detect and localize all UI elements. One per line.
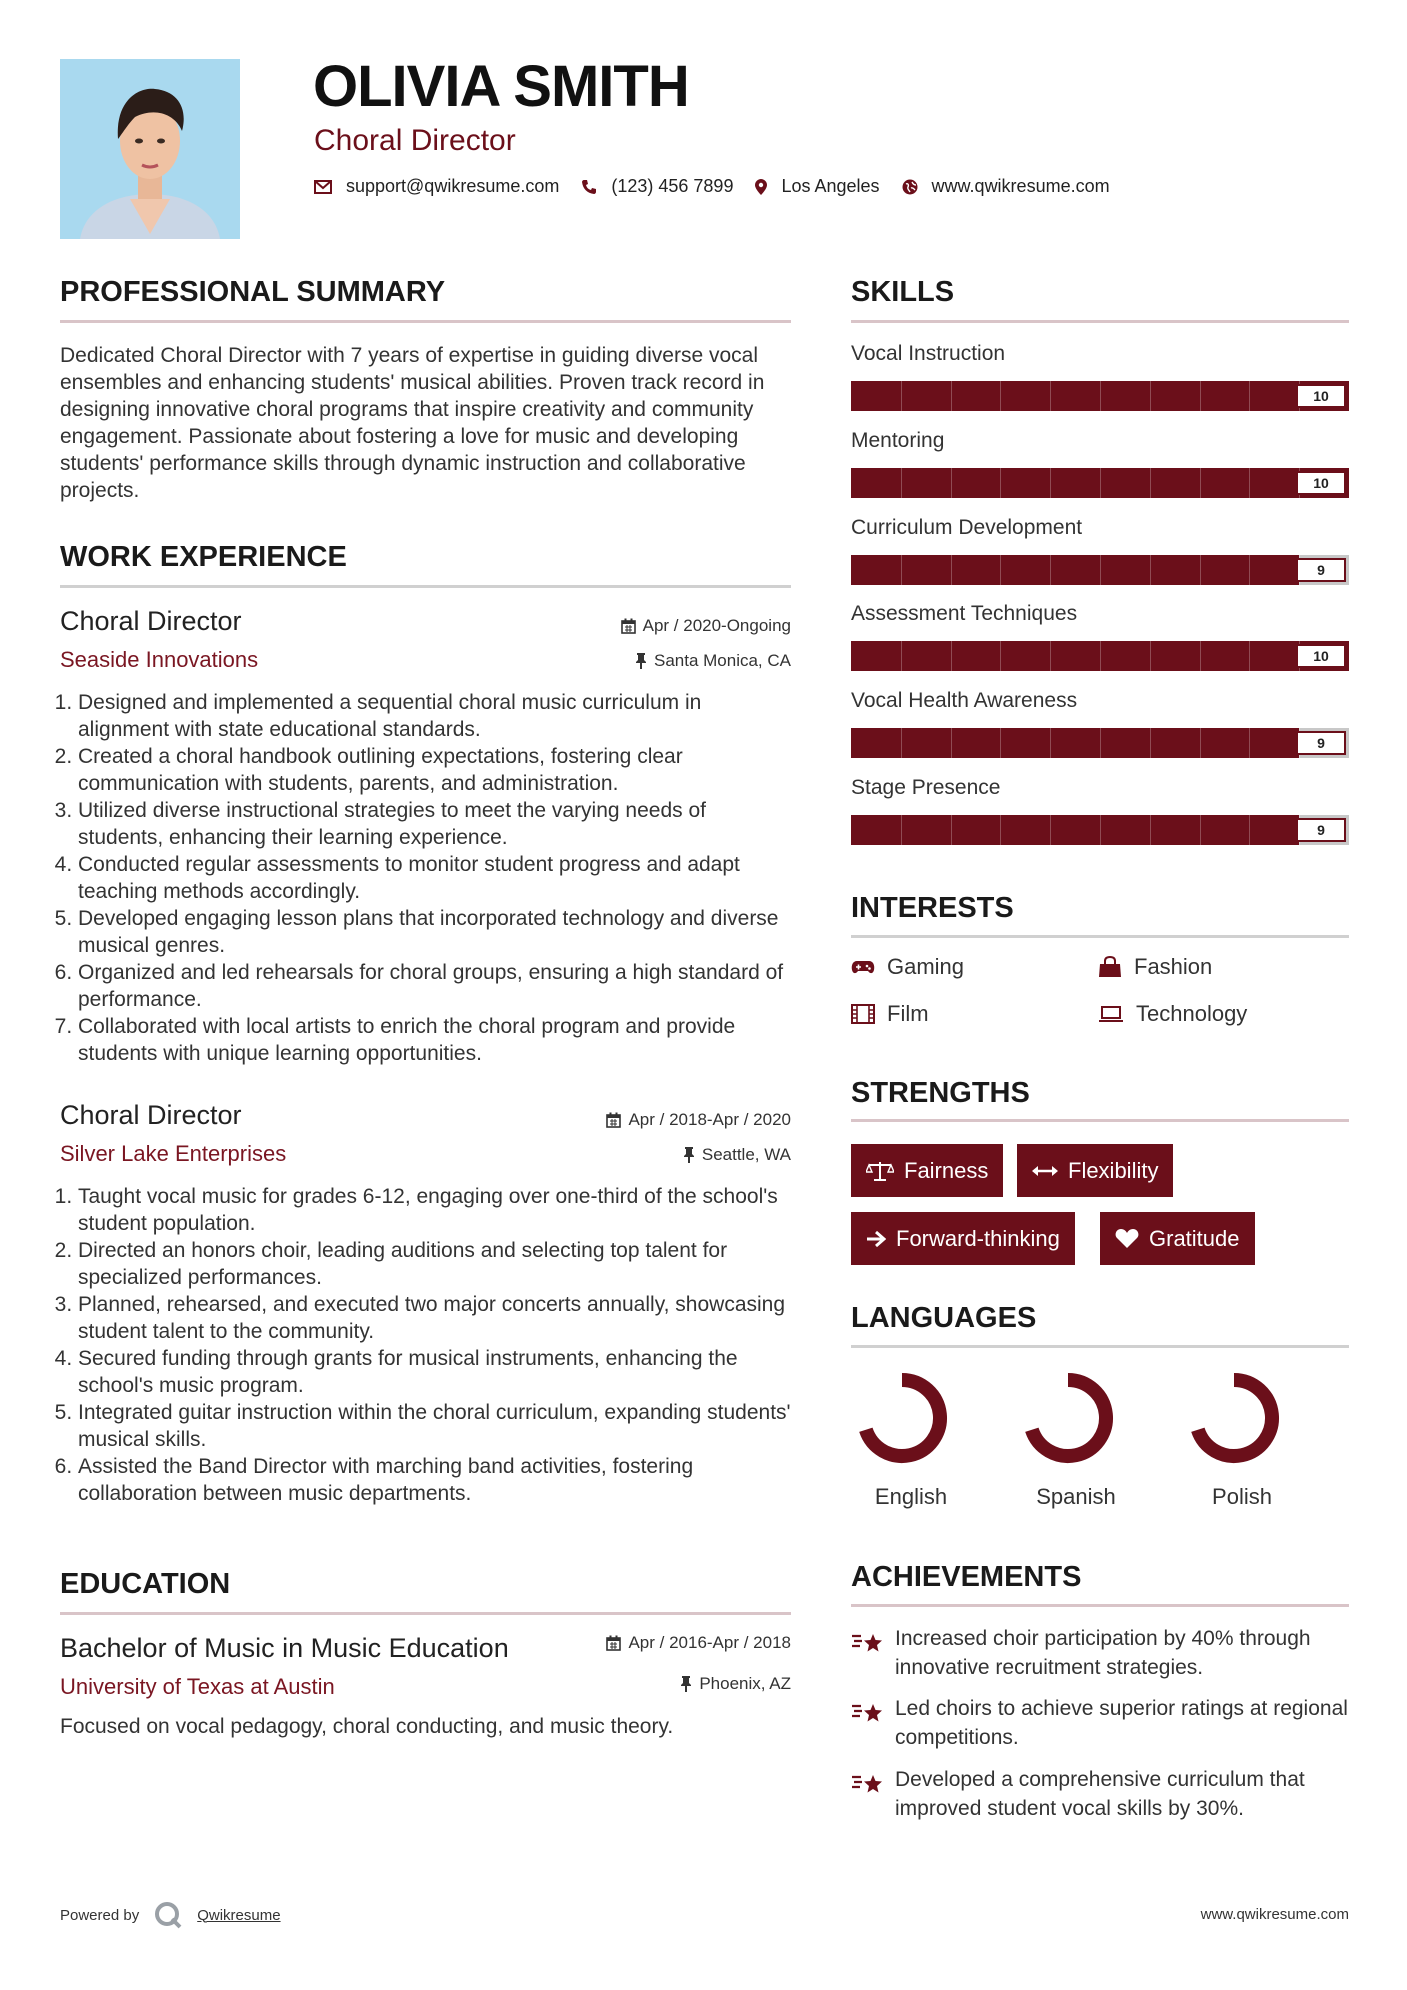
list-item: 1. Taught vocal music for grades 6-12, engaging over one-third of the school's student population. <box>78 1183 791 1237</box>
skill-bar <box>851 815 1349 845</box>
skill-score: 10 <box>1296 384 1346 408</box>
skill-bar-segment <box>951 815 952 845</box>
job-title: Choral Director <box>60 606 242 636</box>
skill-bar-fill <box>851 728 1299 758</box>
footer-site-link[interactable]: www.qwikresume.com <box>1200 1906 1349 1923</box>
skill-label: Vocal Health Awareness <box>851 689 1078 712</box>
job-location: Santa Monica, CA <box>635 651 791 671</box>
education-description: Focused on vocal pedagogy, choral conducting, and music theory. <box>60 1715 674 1738</box>
language-ring-arc <box>866 1380 940 1456</box>
skill-bar-segment <box>1050 815 1051 845</box>
candidate-name: OLIVIA SMITH <box>313 54 689 119</box>
skill-bar-segment <box>1150 381 1151 411</box>
skill-bar-segment <box>1200 381 1201 411</box>
list-item: 2. Created a choral handbook outlining expectations, fostering clear communication with students, parents, and administration. <box>78 743 791 797</box>
qwikresume-logo-icon <box>153 1900 183 1930</box>
skill-bar-segment <box>1100 815 1101 845</box>
list-item: 3. Planned, rehearsed, and executed two major concerts annually, showcasing student talent to the community. <box>78 1291 791 1345</box>
skill-bar <box>851 468 1349 498</box>
contact-website[interactable] <box>902 176 1110 197</box>
map-pin-icon <box>755 179 767 195</box>
experience-divider <box>60 585 791 588</box>
gamepad-icon <box>851 959 875 975</box>
calendar-icon <box>621 618 636 634</box>
skill-score: 10 <box>1296 471 1346 495</box>
skill-bar-segment <box>1200 815 1201 845</box>
interests-heading: INTERESTS <box>851 892 1014 924</box>
list-item: 6. Organized and led rehearsals for choral groups, ensuring a high standard of performance. <box>78 959 791 1013</box>
language-ring-arc <box>1198 1380 1272 1456</box>
skill-bar-segment <box>1150 728 1151 758</box>
skill-bar-segment <box>1249 728 1250 758</box>
skill-label: Vocal Instruction <box>851 342 1006 365</box>
phone-icon <box>581 179 597 195</box>
skill-bar-segment <box>1249 555 1250 585</box>
shopping-bag-icon <box>1098 956 1122 978</box>
calendar-icon <box>606 1635 621 1651</box>
skill-bar-segment <box>1050 381 1051 411</box>
contact-phone[interactable] <box>581 176 733 197</box>
skill-bar-segment <box>1150 815 1151 845</box>
languages-divider <box>851 1345 1349 1348</box>
company-name: Seaside Innovations <box>60 647 259 672</box>
experience-heading: WORK EXPERIENCE <box>60 541 347 573</box>
skills-heading: SKILLS <box>851 276 955 308</box>
contact-location <box>755 176 879 197</box>
skill-label: Curriculum Development <box>851 516 1083 539</box>
job-dates: Apr / 2020-Ongoing <box>621 616 791 636</box>
language-gauge <box>1184 1368 1284 1473</box>
skill-bar-segment <box>901 381 902 411</box>
skill-bar-segment <box>951 468 952 498</box>
contact-email[interactable] <box>314 176 559 197</box>
summary-divider <box>60 320 791 323</box>
list-item: 3. Utilized diverse instructional strategies to meet the varying needs of students, enhancing their learning experience. <box>78 797 791 851</box>
pushpin-icon <box>680 1676 692 1692</box>
heart-icon <box>1115 1228 1139 1249</box>
list-item: 5. Developed engaging lesson plans that incorporated technology and diverse musical genres. <box>78 905 791 959</box>
interests-divider <box>851 935 1349 938</box>
skill-bar-segment <box>1100 641 1101 671</box>
arrows-horizontal-icon <box>1032 1164 1058 1178</box>
interest-item: Fashion <box>1098 954 1212 980</box>
education-heading: EDUCATION <box>60 1568 231 1600</box>
pushpin-icon <box>683 1147 695 1163</box>
job-bullets <box>60 689 791 1067</box>
education-location: Phoenix, AZ <box>680 1674 791 1694</box>
globe-icon <box>902 179 918 195</box>
summary-heading: PROFESSIONAL SUMMARY <box>60 276 446 308</box>
degree-title: Bachelor of Music in Music Education <box>60 1633 509 1663</box>
job-dates: Apr / 2018-Apr / 2020 <box>606 1110 791 1130</box>
envelope-icon <box>314 180 332 194</box>
language-label: English <box>874 1484 948 1509</box>
skill-bar-segment <box>1050 728 1051 758</box>
skill-bar-segment <box>951 555 952 585</box>
candidate-role: Choral Director <box>314 124 516 157</box>
achievements-heading: ACHIEVEMENTS <box>851 1561 1082 1593</box>
language-gauge <box>1018 1368 1118 1473</box>
skill-bar <box>851 728 1349 758</box>
language-ring <box>852 1368 952 1468</box>
strengths-heading: STRENGTHS <box>851 1077 1030 1109</box>
skill-bar-segment <box>1150 555 1151 585</box>
skill-bar-segment <box>1249 381 1250 411</box>
skill-bar-segment <box>1000 381 1001 411</box>
phone-text: (123) 456 7899 <box>611 176 734 196</box>
skill-bar-segment <box>901 468 902 498</box>
skill-bar-segment <box>1000 468 1001 498</box>
skill-bar-segment <box>1000 728 1001 758</box>
skill-label: Stage Presence <box>851 776 1001 799</box>
job-location: Seattle, WA <box>683 1145 791 1165</box>
job-bullets <box>60 1183 791 1507</box>
language-ring <box>1184 1368 1284 1468</box>
summary-text: Dedicated Choral Director with 7 years of expertise in guiding diverse vocal ensembles and enhancing students' musical abilities. Proven track record in designing innovative choral programs that inspire creativity and community engagement. Passionate about fostering a love for music and developing students' performance skills through dynamic instruction and collaborative projects. <box>60 344 765 502</box>
list-item: 6. Assisted the Band Director with marching band activities, fostering collaboration between music departments. <box>78 1453 791 1507</box>
skill-bar <box>851 381 1349 411</box>
skill-bar-segment <box>901 815 902 845</box>
achievement-item: Led choirs to achieve superior ratings at regional competitions. <box>851 1694 1351 1752</box>
skill-label: Mentoring <box>851 429 945 452</box>
shooting-star-icon <box>851 1769 885 1797</box>
website-text: www.qwikresume.com <box>931 176 1110 196</box>
language-ring <box>1018 1368 1118 1468</box>
skill-bar-segment <box>1200 468 1201 498</box>
languages-heading: LANGUAGES <box>851 1302 1037 1334</box>
skill-bar-segment <box>1100 728 1101 758</box>
skill-bar-fill <box>851 555 1299 585</box>
profile-photo <box>60 59 240 239</box>
skill-bar-segment <box>1050 468 1051 498</box>
interest-item: Technology <box>1098 1001 1247 1027</box>
skill-score: 9 <box>1296 558 1346 582</box>
strength-badge: Fairness <box>851 1144 1003 1197</box>
arrow-right-icon <box>866 1230 886 1248</box>
language-ring-arc <box>1032 1380 1106 1456</box>
list-item: 4. Secured funding through grants for musical instruments, enhancing the school's music program. <box>78 1345 791 1399</box>
list-item: 5. Integrated guitar instruction within the choral curriculum, expanding students' musical skills. <box>78 1399 791 1453</box>
skill-score: 9 <box>1296 731 1346 755</box>
email-text: support@qwikresume.com <box>346 176 560 196</box>
brand-link[interactable]: Qwikresume <box>197 1906 281 1924</box>
skill-bar-segment <box>1000 555 1001 585</box>
skill-bar-segment <box>1150 468 1151 498</box>
skill-bar-segment <box>1050 641 1051 671</box>
list-item: 7. Collaborated with local artists to enrich the choral program and provide students with unique learning opportunities. <box>78 1013 791 1067</box>
skill-bar-segment <box>901 728 902 758</box>
skill-bar <box>851 641 1349 671</box>
skills-divider <box>851 320 1349 323</box>
list-item: 4. Conducted regular assessments to monitor student progress and adapt teaching methods accordingly. <box>78 851 791 905</box>
skill-bar-segment <box>951 381 952 411</box>
education-divider <box>60 1612 791 1615</box>
balance-scale-icon <box>866 1160 894 1182</box>
strengths-divider <box>851 1119 1349 1122</box>
skill-bar-segment <box>1249 815 1250 845</box>
list-item: 1. Designed and implemented a sequential choral music curriculum in alignment with state educational standards. <box>78 689 791 743</box>
skill-bar-segment <box>1150 641 1151 671</box>
language-gauge <box>852 1368 952 1473</box>
strength-badge: Flexibility <box>1017 1144 1173 1197</box>
skill-bar-segment <box>901 555 902 585</box>
skill-bar-fill <box>851 815 1299 845</box>
shooting-star-icon <box>851 1628 885 1656</box>
skill-bar-segment <box>1200 555 1201 585</box>
language-label: Spanish <box>1036 1484 1116 1509</box>
education-dates: Apr / 2016-Apr / 2018 <box>606 1633 791 1653</box>
skill-bar-segment <box>1000 815 1001 845</box>
laptop-icon <box>1098 1005 1124 1023</box>
footer-powered-by <box>60 1900 281 1930</box>
skill-bar <box>851 555 1349 585</box>
achievement-item: Developed a comprehensive curriculum that improved student vocal skills by 30%. <box>851 1765 1351 1823</box>
job-title: Choral Director <box>60 1100 242 1130</box>
skill-bar-segment <box>1100 555 1101 585</box>
skill-bar-segment <box>1050 555 1051 585</box>
interest-item: Gaming <box>851 954 964 980</box>
school-name: University of Texas at Austin <box>60 1674 335 1699</box>
list-item: 2. Directed an honors choir, leading auditions and selecting top talent for specialized performances. <box>78 1237 791 1291</box>
skill-label: Assessment Techniques <box>851 602 1078 625</box>
location-text: Los Angeles <box>781 176 880 196</box>
pushpin-icon <box>635 653 647 669</box>
skill-bar-segment <box>1200 641 1201 671</box>
skill-bar-segment <box>1200 728 1201 758</box>
language-label: Polish <box>1212 1484 1272 1509</box>
contact-bar <box>314 176 1132 197</box>
skill-bar-segment <box>1100 468 1101 498</box>
strength-badge: Gratitude <box>1100 1212 1255 1265</box>
skill-score: 10 <box>1296 644 1346 668</box>
company-name: Silver Lake Enterprises <box>60 1141 287 1166</box>
skill-score: 9 <box>1296 818 1346 842</box>
powered-by-text: Powered by <box>60 1906 140 1924</box>
calendar-icon <box>606 1112 621 1128</box>
achievement-item: Increased choir participation by 40% through innovative recruitment strategies. <box>851 1624 1351 1682</box>
skill-bar-segment <box>1249 468 1250 498</box>
skill-bar-segment <box>901 641 902 671</box>
film-icon <box>851 1004 875 1024</box>
interest-item: Film <box>851 1001 929 1027</box>
skill-bar-segment <box>1100 381 1101 411</box>
achievements-divider <box>851 1604 1349 1607</box>
skill-bar-segment <box>1249 641 1250 671</box>
strength-badge: Forward-thinking <box>851 1212 1075 1265</box>
shooting-star-icon <box>851 1698 885 1726</box>
skill-bar-segment <box>1000 641 1001 671</box>
skill-bar-segment <box>951 728 952 758</box>
skill-bar-segment <box>951 641 952 671</box>
